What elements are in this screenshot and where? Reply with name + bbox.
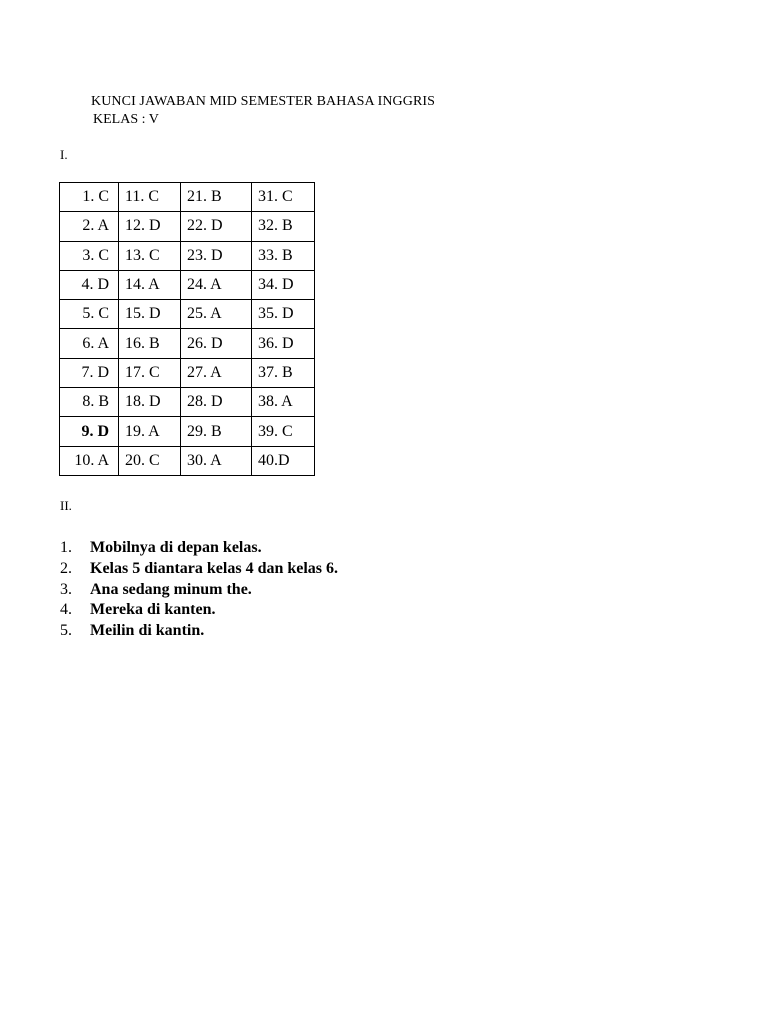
answer-cell: 35. D xyxy=(252,300,315,329)
answer-cell: 10. A xyxy=(60,446,119,475)
answer-cell: 33. B xyxy=(252,241,315,270)
section-2-label: II. xyxy=(60,498,72,513)
answer-cell: 9. D xyxy=(60,417,119,446)
answer-cell: 31. C xyxy=(252,183,315,212)
list-item-text: Ana sedang minum the. xyxy=(90,580,252,598)
answer-cell: 25. A xyxy=(181,300,252,329)
answer-cell: 30. A xyxy=(181,446,252,475)
answer-cell: 34. D xyxy=(252,270,315,299)
answer-cell: 32. B xyxy=(252,212,315,241)
list-item-text: Meilin di kantin. xyxy=(90,622,205,640)
answer-cell: 15. D xyxy=(119,300,181,329)
answer-cell: 20. C xyxy=(119,446,181,475)
table-row xyxy=(60,270,315,299)
answer-cell: 36. D xyxy=(252,329,315,358)
table-row xyxy=(60,446,315,475)
answer-cell: 21. B xyxy=(181,183,252,212)
table-row xyxy=(60,417,315,446)
answer-cell: 22. D xyxy=(181,212,252,241)
answer-cell: 19. A xyxy=(119,417,181,446)
answer-cell: 26. D xyxy=(181,329,252,358)
answer-cell: 24. A xyxy=(181,270,252,299)
answer-key-table xyxy=(59,182,315,476)
answer-cell: 37. B xyxy=(252,358,315,387)
answer-cell: 8. B xyxy=(60,388,119,417)
answer-cell: 40.D xyxy=(252,446,315,475)
list-item-text: Mobilnya di depan kelas. xyxy=(90,539,262,556)
answer-cell: 2. A xyxy=(60,212,119,241)
answer-cell: 1. C xyxy=(60,183,119,212)
answer-cell: 7. D xyxy=(60,358,119,387)
list-item-number: 4. xyxy=(60,601,72,619)
table-row xyxy=(60,358,315,387)
list-item xyxy=(60,600,338,621)
document-title: KUNCI JAWABAN MID SEMESTER BAHASA INGGRIS xyxy=(91,94,436,109)
answer-cell: 12. D xyxy=(119,212,181,241)
answer-cell: 3. C xyxy=(60,241,119,270)
list-item-number: 3. xyxy=(60,580,72,598)
answer-cell: 27. A xyxy=(181,358,252,387)
list-item-number: 1. xyxy=(60,539,72,556)
table-row xyxy=(60,241,315,270)
answer-cell: 14. A xyxy=(119,270,181,299)
answer-cell: 18. D xyxy=(119,388,181,417)
answer-cell: 17. C xyxy=(119,358,181,387)
table-row xyxy=(60,183,315,212)
answer-cell: 16. B xyxy=(119,329,181,358)
list-item xyxy=(60,580,338,601)
list-item-text: Mereka di kanten. xyxy=(90,601,216,619)
answer-cell: 4. D xyxy=(60,270,119,299)
list-item xyxy=(60,538,338,559)
table-row xyxy=(60,388,315,417)
answer-cell: 13. C xyxy=(119,241,181,270)
answer-cell: 11. C xyxy=(119,183,181,212)
table-row xyxy=(60,300,315,329)
list-item-number: 2. xyxy=(60,559,72,577)
answer-cell: 39. C xyxy=(252,417,315,446)
answer-cell: 38. A xyxy=(252,388,315,417)
table-row xyxy=(60,329,315,358)
answer-cell: 5. C xyxy=(60,300,119,329)
class-label: KELAS : V xyxy=(93,112,159,127)
list-item-number: 5. xyxy=(60,622,72,640)
answer-cell: 28. D xyxy=(181,388,252,417)
answer-cell: 23. D xyxy=(181,241,252,270)
list-item-text: Kelas 5 diantara kelas 4 dan kelas 6. xyxy=(90,559,339,577)
essay-answer-list xyxy=(60,538,338,642)
list-item xyxy=(60,621,338,642)
answer-cell: 6. A xyxy=(60,329,119,358)
answer-cell: 29. B xyxy=(181,417,252,446)
table-row xyxy=(60,212,315,241)
list-item xyxy=(60,559,338,580)
section-1-label: I. xyxy=(60,147,68,162)
